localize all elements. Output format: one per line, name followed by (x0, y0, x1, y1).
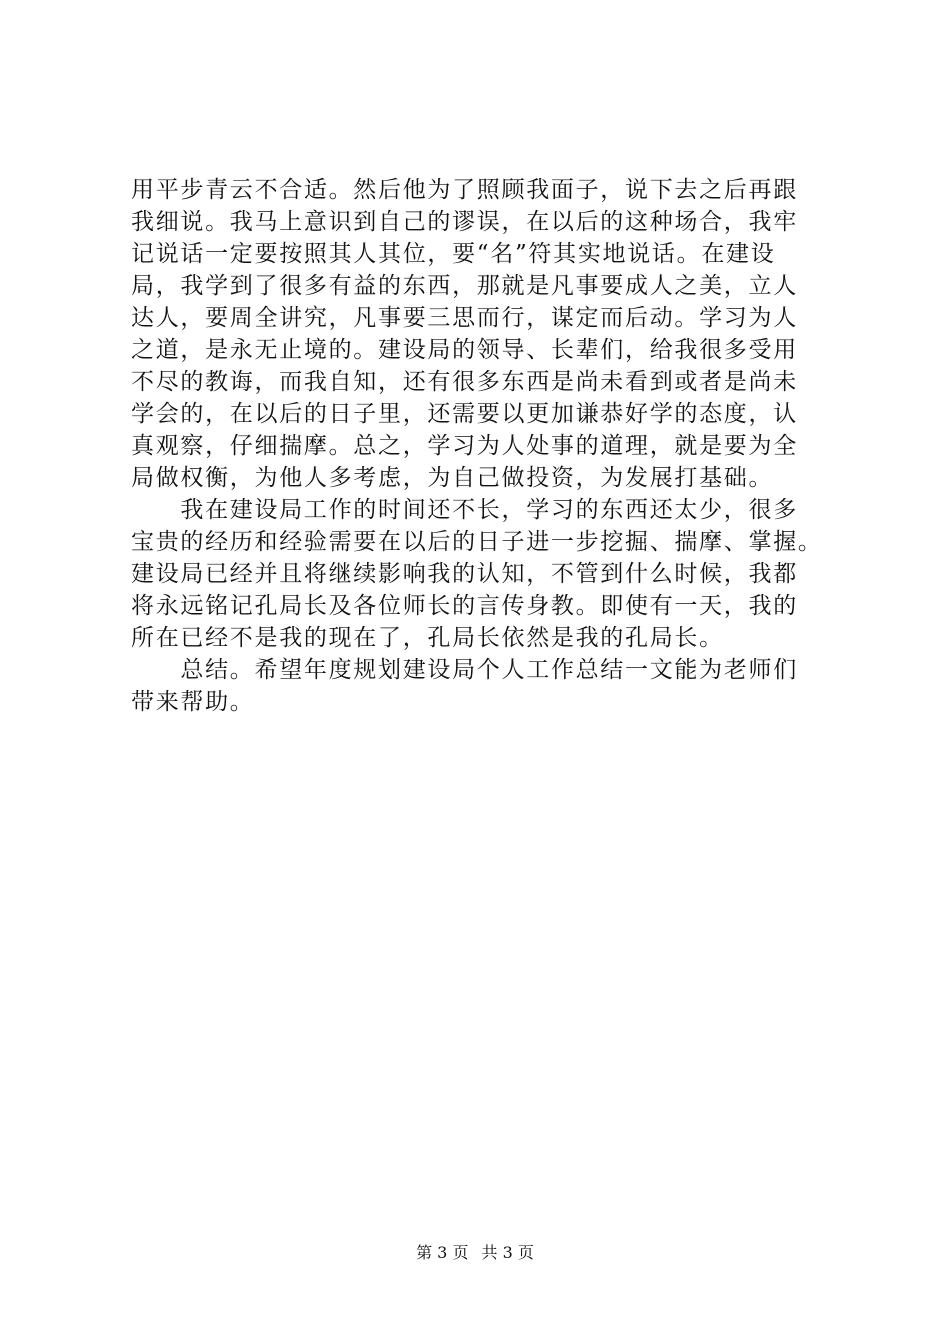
text-line: 用平步青云不合适。然后他为了照顾我面子，说下去之后再跟 (131, 177, 798, 203)
text-line: 之道，是永无止境的。建设局的领导、长辈们，给我很多受用 (131, 337, 798, 363)
text-line: 记说话一定要按照其人其位，要“名”符其实地说话。在建设 (131, 241, 776, 267)
text-line: 局做权衡，为他人多考虑，为自己做投资，为发展打基础。 (131, 465, 774, 491)
text-line: 建设局已经并且将继续影响我的认知，不管到什么时候，我都 (131, 561, 798, 587)
text-line: 局，我学到了很多有益的东西，那就是凡事要成人之美，立人 (131, 273, 798, 299)
text-line: 总结。希望年度规划建设局个人工作总结一文能为老师们 (131, 657, 798, 683)
document-body (131, 174, 831, 718)
text-line: 所在已经不是我的现在了，孔局长依然是我的孔局长。 (131, 625, 724, 651)
text-line: 学会的，在以后的日子里，还需要以更加谦恭好学的态度，认 (131, 401, 798, 427)
text-line: 宝贵的经历和经验需要在以后的日子进一步挖掘、揣摩、掌握。 (131, 529, 823, 555)
text-line: 将永远铭记孔局长及各位师长的言传身教。即使有一天，我的 (131, 593, 798, 619)
text-line: 真观察，仔细揣摩。总之，学习为人处事的道理，就是要为全 (131, 433, 798, 459)
page-total: 共 3 页 (481, 1243, 534, 1262)
text-line: 不尽的教诲，而我自知，还有很多东西是尚未看到或者是尚未 (131, 369, 798, 395)
page-number: 第 3 页 (416, 1243, 469, 1262)
page-footer (0, 1243, 950, 1263)
text-line: 我在建设局工作的时间还不长，学习的东西还太少，很多 (131, 497, 798, 523)
text-line: 带来帮助。 (131, 689, 255, 715)
text-line: 我细说。我马上意识到自己的谬误，在以后的这种场合，我牢 (131, 209, 798, 235)
text-line: 达人，要周全讲究，凡事要三思而行，谋定而后动。学习为人 (131, 305, 798, 331)
